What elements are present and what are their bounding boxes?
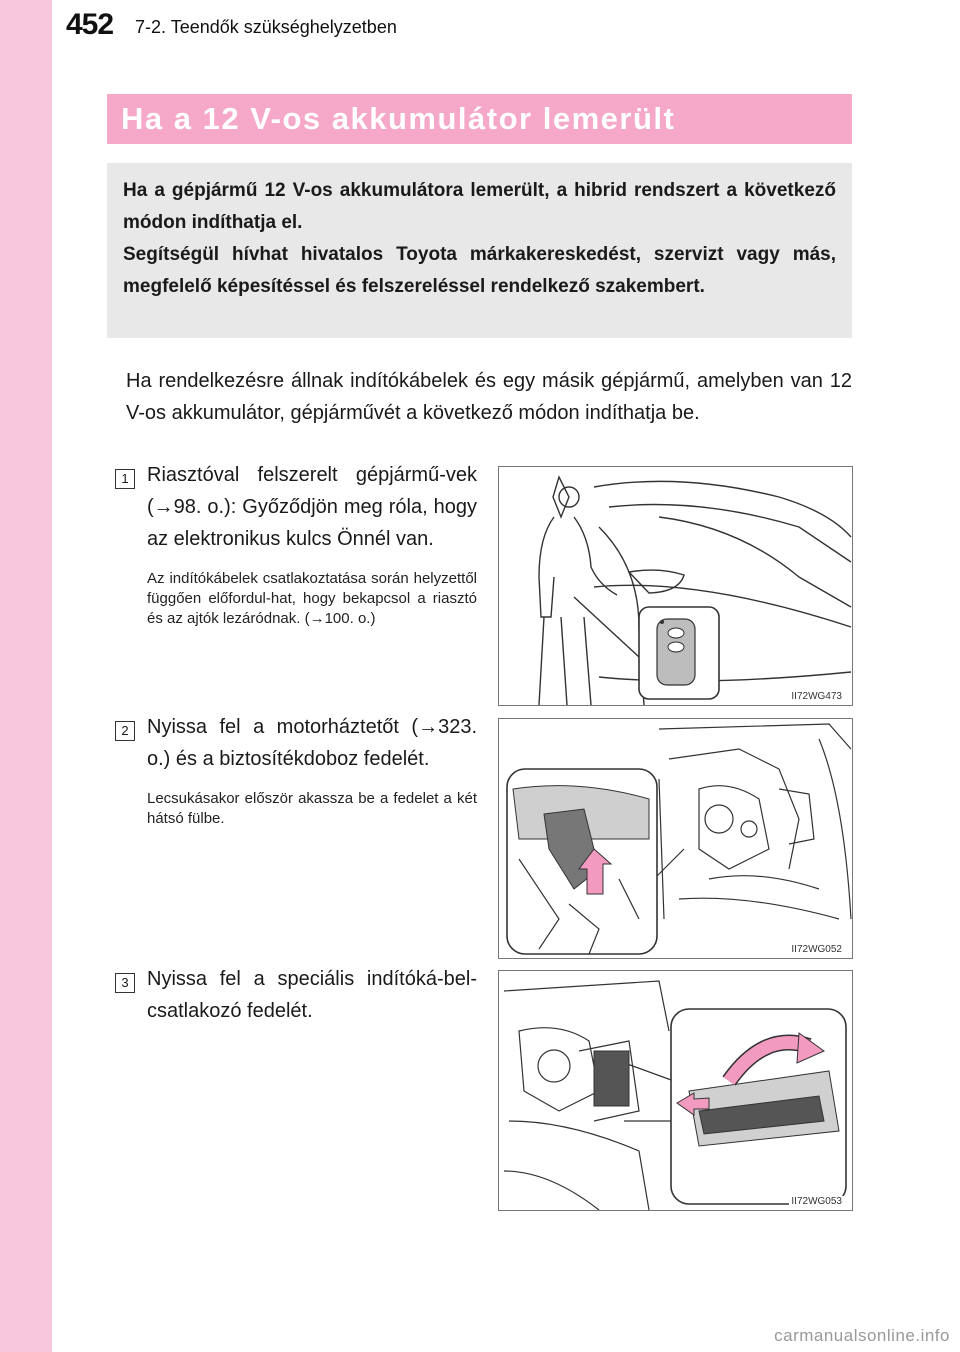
figure-step-3-jumper-connector xyxy=(498,970,853,1211)
step-2-note: Lecsukásakor először akassza be a fedelet a két hátsó fülbe. xyxy=(147,790,477,827)
page-number: 452 xyxy=(66,8,114,41)
step-number-3: 3 xyxy=(115,973,135,993)
step-2-text: Nyissa fel a motorháztetőt (→323. o.) és a biztosítékdoboz fedelét. xyxy=(147,716,477,770)
chapter-side-band xyxy=(0,0,52,1352)
section-title: Ha a 12 V-os akkumulátor lemerült xyxy=(121,101,676,136)
jumper-connector-illustration xyxy=(499,971,852,1210)
figure-code-2: II72WG052 xyxy=(791,944,842,955)
chapter-heading: 7-2. Teendők szükséghelyzetben xyxy=(135,17,397,37)
intro-paragraph-1: Ha a gépjármű 12 V-os akkumulátora lemerült, a hibrid rendszert a következő módon indíthatja el. xyxy=(123,180,836,233)
step-3 xyxy=(147,963,477,1027)
car-door-key-illustration xyxy=(499,467,852,705)
figure-step-1-car-door-key xyxy=(498,466,853,706)
lead-paragraph: Ha rendelkezésre állnak indítókábelek és egy másik gépjármű, amelyben van 12 V-os akkumulátor, gépjárművét a következő módon indíthatja be. xyxy=(126,370,852,424)
intro-box xyxy=(107,163,852,338)
engine-bay-fuse-box-illustration xyxy=(499,719,852,958)
step-number-2: 2 xyxy=(115,721,135,741)
intro-paragraph-2: Segítségül hívhat hivatalos Toyota márkakereskedést, szervizt vagy más, megfelelő képesítéssel és felszereléssel rendelkező szakembert. xyxy=(123,244,836,297)
section-title-bar xyxy=(107,94,852,144)
watermark: carmanualsonline.info xyxy=(774,1326,950,1345)
step-2 xyxy=(147,711,477,829)
figure-code-3: II72WG053 xyxy=(791,1196,842,1207)
step-3-text: Nyissa fel a speciális indítóká-bel-csatlakozó fedelét. xyxy=(147,968,477,1022)
step-1-text: Riasztóval felszerelt gépjármű-vek (→98. o.): Győződjön meg róla, hogy az elektronikus kulcs Önnél van. xyxy=(147,464,477,550)
step-1-note: Az indítókábelek csatlakoztatása során helyzettől függően előfordul-hat, hogy bekapcsol a riasztó és az ajtók lezáródnak. (→100. o.) xyxy=(147,570,477,627)
step-number-1: 1 xyxy=(115,469,135,489)
step-1 xyxy=(147,459,477,629)
figure-code-1: II72WG473 xyxy=(791,691,842,702)
figure-step-2-fuse-box xyxy=(498,718,853,959)
